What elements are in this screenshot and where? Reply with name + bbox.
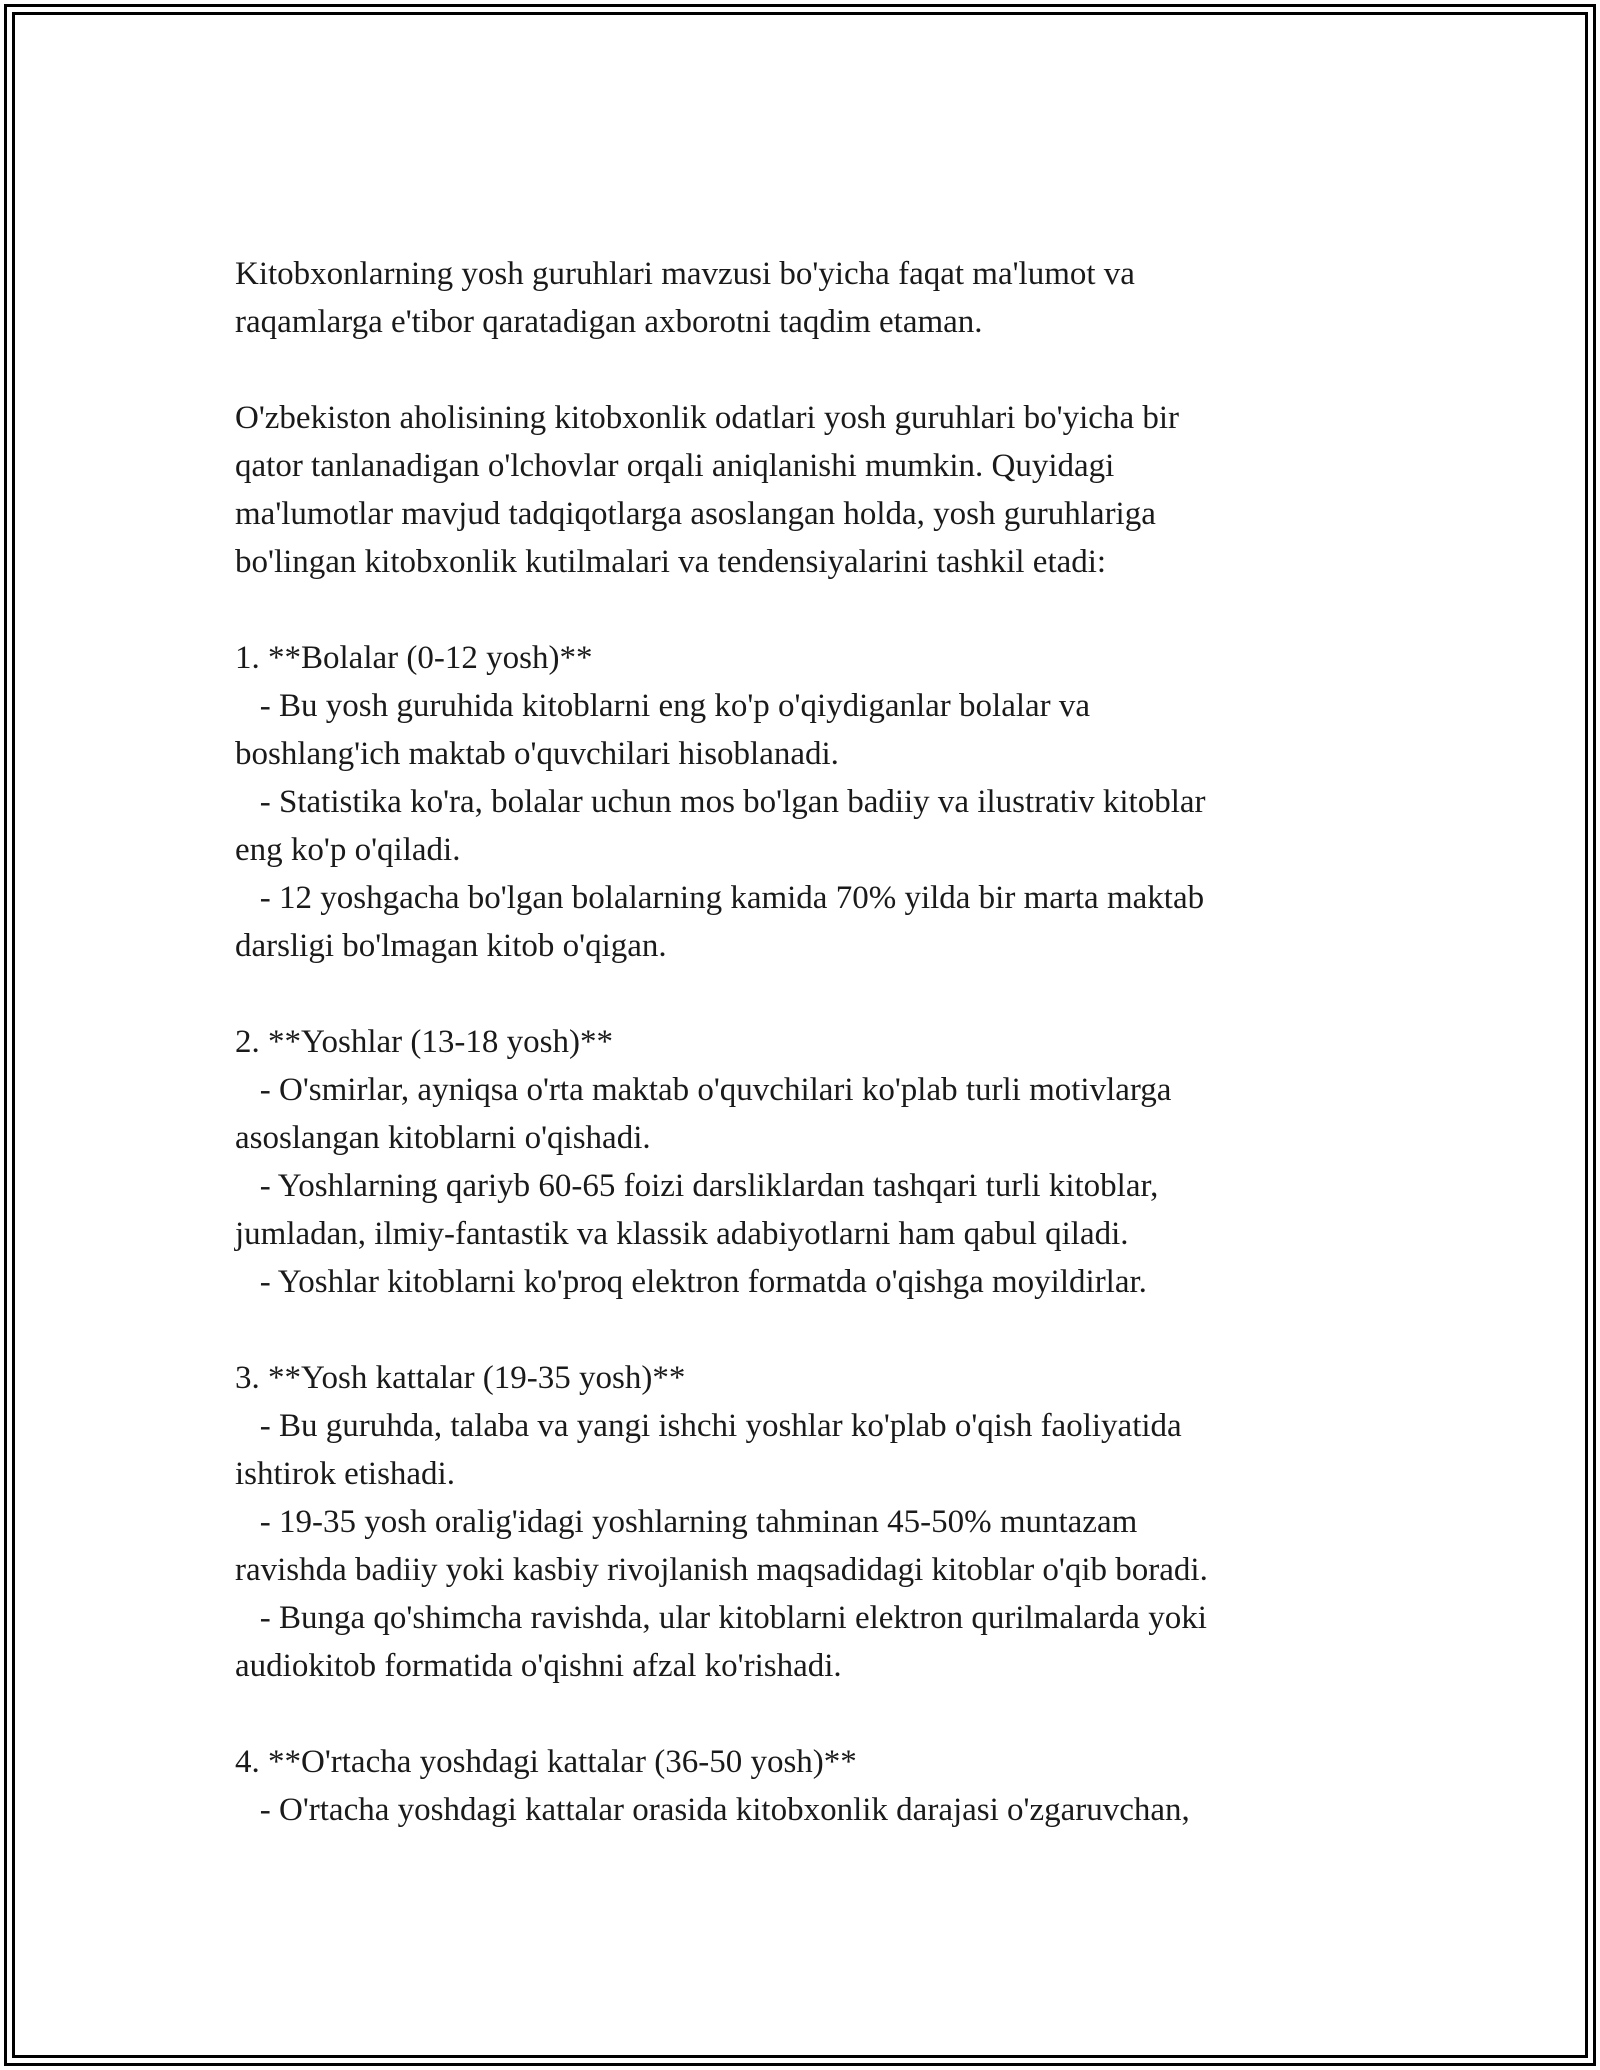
section-children xyxy=(235,634,1375,970)
text-line: - Bu guruhda, talaba va yangi ishchi yoshlar ko'plab o'qish faoliyatida xyxy=(235,1408,1182,1444)
text-line: - 12 yoshgacha bo'lgan bolalarning kamida 70% yilda bir marta maktab xyxy=(235,880,1205,916)
text-line: ma'lumotlar mavjud tadqiqotlarga asoslangan holda, yosh guruhlariga xyxy=(235,496,1156,532)
intro-paragraph xyxy=(235,250,1375,346)
text-line: - Bu yosh guruhida kitoblarni eng ko'p o'qiydiganlar bolalar va xyxy=(235,688,1091,724)
document-body xyxy=(235,250,1375,1834)
text-line: - Statistika ko'ra, bolalar uchun mos bo'lgan badiiy va ilustrativ kitoblar xyxy=(235,784,1206,820)
text-line: jumladan, ilmiy-fantastik va klassik adabiyotlarni ham qabul qiladi. xyxy=(235,1216,1129,1252)
paragraph-gap xyxy=(235,586,1375,634)
text-line: qator tanlanadigan o'lchovlar orqali aniqlanishi mumkin. Quyidagi xyxy=(235,448,1115,484)
text-line: audiokitob formatida o'qishni afzal ko'rishadi. xyxy=(235,1648,842,1684)
text-line: - 19-35 yosh oralig'idagi yoshlarning tahminan 45-50% muntazam xyxy=(235,1504,1138,1540)
text-line: - Yoshlar kitoblarni ko'proq elektron formatda o'qishga moyildirlar. xyxy=(235,1264,1147,1300)
section-young-adults xyxy=(235,1354,1375,1690)
text-line: boshlang'ich maktab o'quvchilari hisoblanadi. xyxy=(235,736,839,772)
text-line: - O'smirlar, ayniqsa o'rta maktab o'quvchilari ko'plab turli motivlarga xyxy=(235,1072,1172,1108)
overview-paragraph xyxy=(235,394,1375,586)
text-line: ishtirok etishadi. xyxy=(235,1456,455,1492)
text-line: bo'lingan kitobxonlik kutilmalari va tendensiyalarini tashkil etadi: xyxy=(235,544,1107,580)
text-line: ravishda badiiy yoki kasbiy rivojlanish maqsadidagi kitoblar o'qib boradi. xyxy=(235,1552,1208,1588)
text-line: - O'rtacha yoshdagi kattalar orasida kitobxonlik darajasi o'zgaruvchan, xyxy=(235,1792,1190,1828)
text-line: Kitobxonlarning yosh guruhlari mavzusi bo'yicha faqat ma'lumot va xyxy=(235,256,1135,292)
text-line: raqamlarga e'tibor qaratadigan axborotni taqdim etaman. xyxy=(235,304,983,340)
section-heading: 2. **Yoshlar (13-18 yosh)** xyxy=(235,1024,613,1060)
paragraph-gap xyxy=(235,1306,1375,1354)
text-line: - Bunga qo'shimcha ravishda, ular kitoblarni elektron qurilmalarda yoki xyxy=(235,1600,1207,1636)
section-heading: 4. **O'rtacha yoshdagi kattalar (36-50 yosh)** xyxy=(235,1744,857,1780)
paragraph-gap xyxy=(235,970,1375,1018)
text-line: asoslangan kitoblarni o'qishadi. xyxy=(235,1120,651,1156)
text-line: O'zbekiston aholisining kitobxonlik odatlari yosh guruhlari bo'yicha bir xyxy=(235,400,1179,436)
paragraph-gap xyxy=(235,346,1375,394)
text-line: darsligi bo'lmagan kitob o'qigan. xyxy=(235,928,667,964)
section-middle-aged xyxy=(235,1738,1375,1834)
section-youth xyxy=(235,1018,1375,1306)
text-line: - Yoshlarning qariyb 60-65 foizi darsliklardan tashqari turli kitoblar, xyxy=(235,1168,1159,1204)
text-line: eng ko'p o'qiladi. xyxy=(235,832,461,868)
paragraph-gap xyxy=(235,1690,1375,1738)
section-heading: 1. **Bolalar (0-12 yosh)** xyxy=(235,640,593,676)
section-heading: 3. **Yosh kattalar (19-35 yosh)** xyxy=(235,1360,686,1396)
